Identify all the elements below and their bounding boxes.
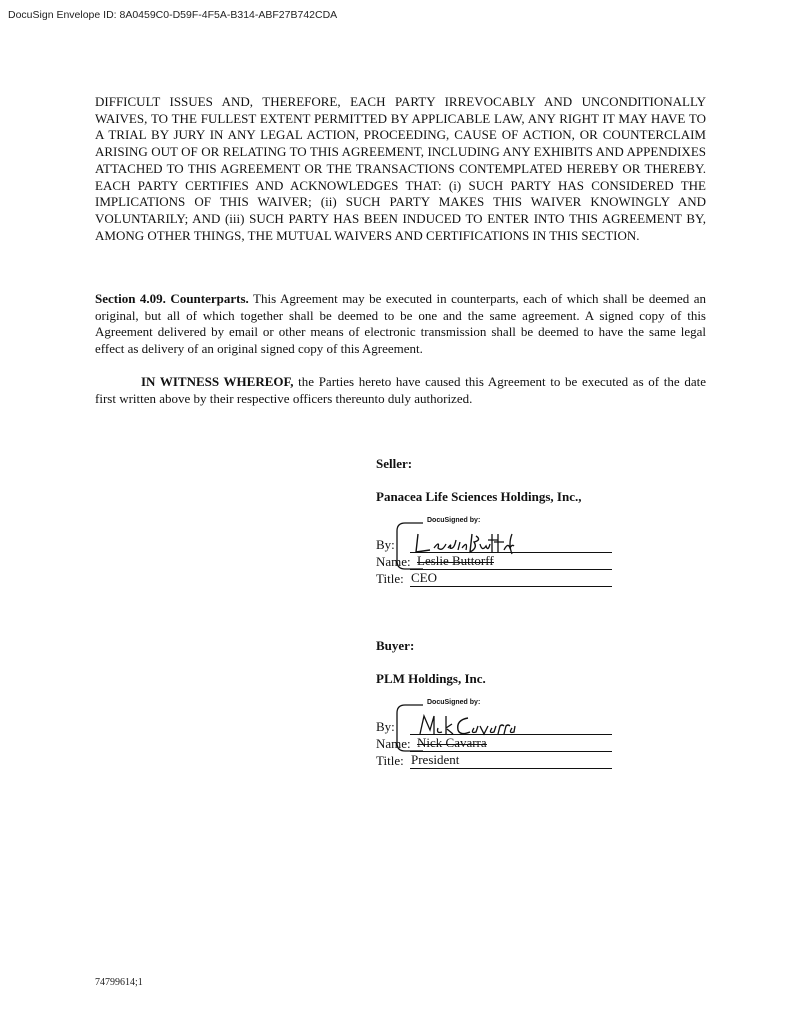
seller-by-row bbox=[376, 537, 612, 553]
witness-paragraph bbox=[95, 374, 706, 407]
seller-title-label: Title: bbox=[376, 571, 404, 586]
seller-company: Panacea Life Sciences Holdings, Inc., bbox=[376, 489, 582, 504]
witness-text: the Parties hereto have caused this Agreement to be executed as of the date first written above by their respective officers thereunto duly authorized. bbox=[95, 374, 706, 406]
buyer-label: Buyer: bbox=[376, 638, 415, 653]
buyer-by-label: By: bbox=[376, 719, 395, 734]
document-footer-id: 74799614;1 bbox=[95, 977, 143, 988]
seller-name-row bbox=[376, 554, 612, 570]
buyer-company: PLM Holdings, Inc. bbox=[376, 671, 486, 686]
buyer-title-line bbox=[410, 768, 612, 769]
buyer-title-label: Title: bbox=[376, 753, 404, 768]
jury-waiver-paragraph: DIFFICULT ISSUES AND, THEREFORE, EACH PARTY IRREVOCABLY AND UNCONDITIONALLY WAIVES, TO THE FULLEST EXTENT PERMITTED BY APPLICABLE LAW, ANY RIGHT IT MAY HAVE TO A TRIAL BY JURY IN ANY LEGAL ACTION, PROCEEDING, CAUSE OF ACTION, OR COUNTERCLAIM ARISING OUT OF OR RELATING TO THIS AGREEMENT, INCLUDING ANY EXHIBITS AND APPENDIXES ATTACHED TO THIS AGREEMENT OR THE TRANSACTIONS CONTEMPLATED HEREBY OR THEREBY. EACH PARTY CERTIFIES AND ACKNOWLEDGES THAT: (i) SUCH PARTY HAS CONSIDERED THE IMPLICATIONS OF THIS WAIVER; (ii) SUCH PARTY MAKES THIS WAIVER KNOWINGLY AND VOLUNTARILY; AND (iii) SUCH PARTY HAS BEEN INDUCED TO ENTER INTO THIS AGREEMENT BY, AMONG OTHER THINGS, THE MUTUAL WAIVERS AND CERTIFICATIONS IN THIS SECTION. bbox=[95, 94, 706, 243]
buyer-title-row bbox=[376, 753, 612, 769]
seller-docusigned-label: DocuSigned by: bbox=[427, 517, 481, 524]
buyer-name-row bbox=[376, 736, 612, 752]
section-4-09-heading: Section 4.09. Counterparts. bbox=[95, 291, 249, 306]
seller-label: Seller: bbox=[376, 456, 413, 471]
seller-title-line bbox=[410, 586, 612, 587]
section-4-09-paragraph bbox=[95, 291, 706, 358]
seller-by-label: By: bbox=[376, 537, 395, 552]
section-4-09-text: This Agreement may be executed in counterparts, each of which shall be deemed an original, but all of which together shall be deemed to be one and the same agreement. A signed copy of this Agreement delivered by email or other means of electronic transmission shall be deemed to have the same legal effect as delivery of an original signed copy of this Agreement. bbox=[95, 291, 707, 357]
seller-title-value: CEO bbox=[411, 570, 437, 585]
buyer-docusigned-label: DocuSigned by: bbox=[427, 699, 481, 706]
buyer-by-row bbox=[376, 719, 612, 735]
buyer-title-value: President bbox=[411, 752, 460, 767]
seller-title-row bbox=[376, 571, 612, 587]
buyer-name-label: Name: bbox=[376, 736, 411, 751]
seller-name-label: Name: bbox=[376, 554, 411, 569]
witness-heading: IN WITNESS WHEREOF, bbox=[141, 374, 294, 389]
docusign-envelope-id: DocuSign Envelope ID: 8A0459C0-D59F-4F5A-B314-ABF27B742CDA bbox=[8, 9, 338, 21]
seller-name-line bbox=[410, 569, 612, 570]
buyer-name-value: Nick Cavarra bbox=[417, 735, 487, 750]
seller-name-value: Leslie Buttorff bbox=[417, 553, 494, 568]
